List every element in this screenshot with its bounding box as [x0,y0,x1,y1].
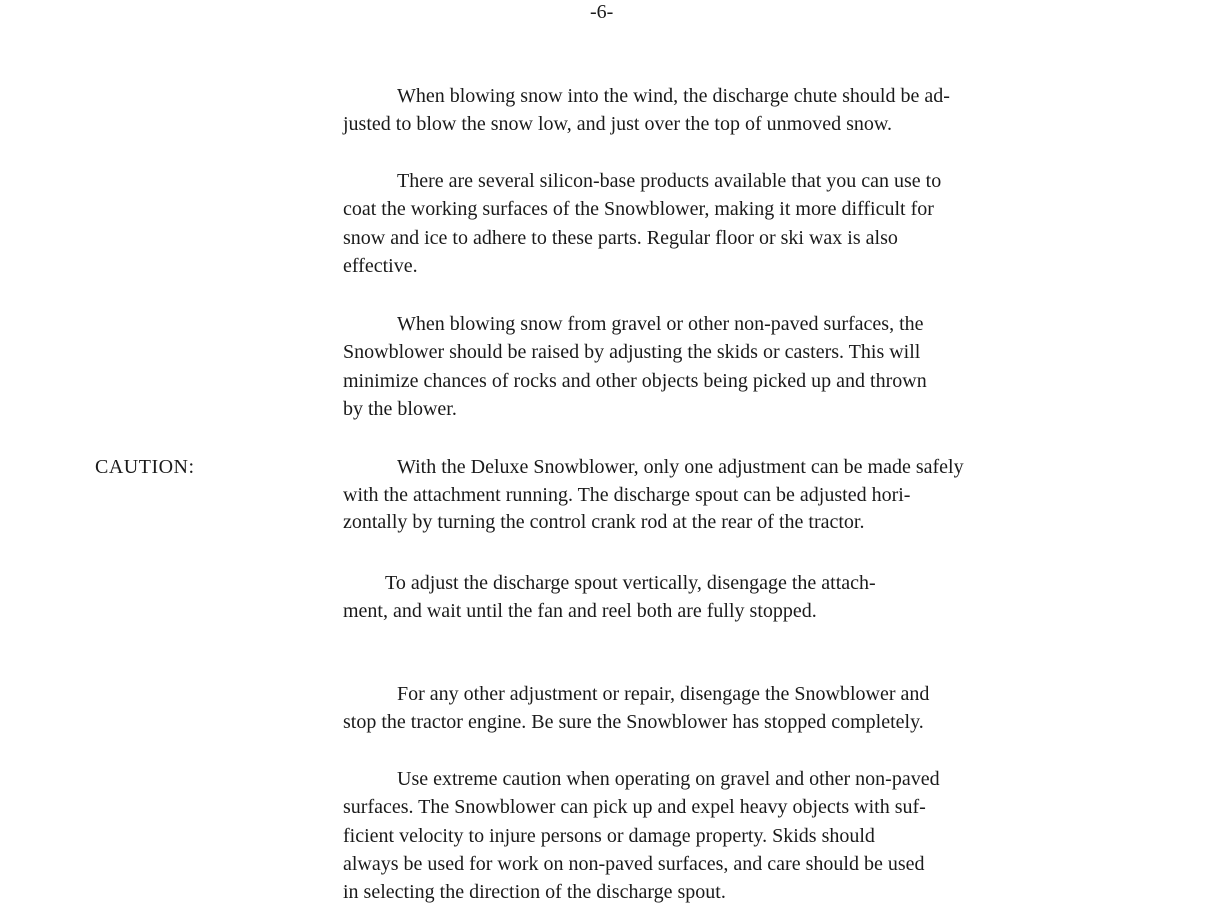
paragraph-line: snow and ice to adhere to these parts. Regular floor or ski wax is also [343,227,898,249]
paragraph-line: in selecting the direction of the discharge spout. [343,881,726,903]
paragraph-line: effective. [343,255,418,277]
paragraph-line: There are several silicon-base products available that you can use to [397,170,942,192]
paragraph-line: justed to blow the snow low, and just over the top of unmoved snow. [343,113,893,135]
paragraph-line: To adjust the discharge spout vertically, disengage the attach- [385,572,876,594]
page-number: -6- [590,1,614,23]
paragraph-line: Use extreme caution when operating on gravel and other non-paved [397,768,940,790]
paragraph-line: ficient velocity to injure persons or damage property. Skids should [343,825,875,847]
paragraph-line: stop the tractor engine. Be sure the Snowblower has stopped completely. [343,711,924,733]
paragraph-line: When blowing snow into the wind, the discharge chute should be ad- [397,85,950,107]
paragraph-line: always be used for work on non-paved surfaces, and care should be used [343,853,925,875]
paragraph-line: coat the working surfaces of the Snowblower, making it more difficult for [343,198,934,220]
paragraph-line: surfaces. The Snowblower can pick up and expel heavy objects with suf- [343,796,926,818]
paragraph-line: With the Deluxe Snowblower, only one adjustment can be made safely [397,456,964,478]
paragraph-line: Snowblower should be raised by adjusting the skids or casters. This will [343,341,921,363]
caution-label: CAUTION: [95,456,195,478]
paragraph-line: ment, and wait until the fan and reel both are fully stopped. [343,600,817,622]
paragraph-line: with the attachment running. The discharge spout can be adjusted hori- [343,484,911,506]
paragraph-line: minimize chances of rocks and other objects being picked up and thrown [343,370,927,392]
paragraph-line: by the blower. [343,398,457,420]
paragraph-line: When blowing snow from gravel or other non-paved surfaces, the [397,313,924,335]
paragraph-line: For any other adjustment or repair, disengage the Snowblower and [397,683,930,705]
paragraph-line: zontally by turning the control crank rod at the rear of the tractor. [343,511,865,533]
